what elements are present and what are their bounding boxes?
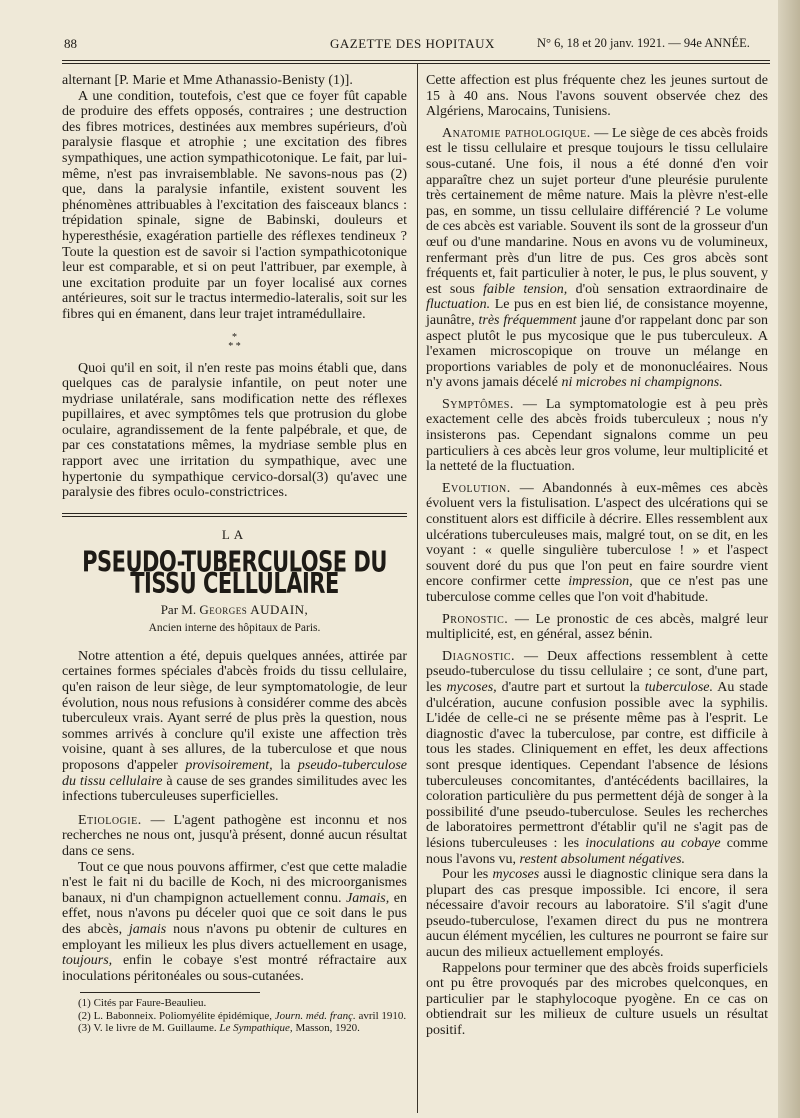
left-column (62, 73, 407, 1035)
section-pronostic: Pronostic. — Le pronostic de ces abcès, malgré leur multiplicité, est, en général, assez bénin. (426, 611, 769, 643)
footnote: (2) L. Babonneix. Poliomyélite épidémique, Journ. méd. franç. avril 1910. (78, 1009, 407, 1022)
page-edge (778, 0, 800, 1118)
section-heading: Etiologie. (78, 812, 142, 828)
paragraph: Cette affection est plus fréquente chez les jeunes surtout de 15 à 40 ans. Nous l'avons souvent observée chez des Algériens, Marocains, Tunisiens. (426, 73, 768, 120)
paragraph: alternant [P. Marie et Mme Athanassio-Benisty (1)]. (62, 73, 353, 88)
header-rule (62, 60, 770, 61)
issue-info: N° 6, 18 et 20 janv. 1921. — 94e ANNÉE. (537, 36, 750, 50)
article-author: Par M. Georges AUDAIN, (160, 601, 309, 617)
paragraph: A une condition, toutefois, c'est que ce foyer fût capable de produire des effets opposés, contraires ; une destruction des fibres motrices, destinées aux membres supérieurs, d'où paralysie flasque et atrophie ; une excitation des fibres sympathiques, une action sympathicotonique. Le fait, par lui-même, n'est pas invraisemblable. Ne savons-nous pas (2) que, dans la paralysie infantile, existent souvent les phénomènes attribuables à l'excitation des faisceaux blancs : trépidation spinale, signe de Babinski, douleurs et hyperesthésie, exagération partielle des réflexes tendineux ? Toute la question est de savoir si l'action sympathicotonique leur est comparable, et si on peut l'attribuer, par exemple, à une excitation produite par un foyer localisé aux cornes antérieures, soit sur le tractus intermedio-lateralis, soit sur les fibres qui en émanent, dans leur trajet intramédullaire. (62, 88, 407, 322)
section-heading: Symptômes. (442, 396, 514, 412)
running-header (62, 36, 772, 58)
author-affiliation: Ancien interne des hôpitaux de Paris. (148, 622, 321, 635)
section-evolution: Evolution. — Abandonnés à eux-mêmes ces abcès évoluent vers la fistulisation. L'aspect des ulcérations qui se constituent alors est difficile à décrire. Elles ressemblent aux ulcérations tuberculeuses mais, malgré tout, on se dit, en les voyant : « quelle singulière tuberculose ! » et l'aspect souvent doré du pus que l'on peut en faire sourdre vient encore confirmer cette impression, que ce n'est pas une tuberculose comme celles que l'on voit d'habitude. (426, 480, 769, 605)
footnote: (3) V. le livre de M. Guillaume. Le Sympathique, Masson, 1920. (78, 1022, 360, 1035)
column-divider (417, 63, 418, 1113)
section-heading: Diagnostic. (442, 648, 515, 664)
article-kicker: LA (221, 526, 248, 542)
journal-title: GAZETTE DES HOPITAUX (330, 36, 495, 51)
section-anatomie: Anatomie pathologique. — Le siège de ces abcès froids est le tissu cellulaire et presque toujours le tissu cellulaire sous-cutané. Une fois, il nous a été donné d'en voir apparaître chez un sujet porteur d'une pleurésie purulente très certainement de même nature. Mais la plèvre n'est-elle pas, en somme, un tissu cellulaire différencié ? Le volume de ces abcès est variable. Souvent ils sont de la grosseur d'un œuf ou d'une mandarine. Nous en avons vu de volumineux, renfermant près d'un litre de pus. Ces gros abcès sont fréquents et, fait particulier à noter, le pus, le plus souvent, y est sous faible tension, d'où sensation extraordinaire de fluctuation. Le pus en est bien lié, de consistance moyenne, jaunâtre, très fréquemment jaune d'or rappelant donc par son aspect plutôt le pus mycosique que le pus tuberculeux. A l'examen microscopique on trouve un mélange en proportions variables de poly et de mononucléaires. Nous n'y avons jamais décelé ni microbes ni champignons. (426, 125, 769, 391)
section-diagnostic: Diagnostic. — Deux affections ressemblent à cette pseudo-tuberculose du tissu cellulaire ; ce sont, d'une part, les mycoses, d'autre part et surtout la tuberculose. Au stade d'ulcération, aucune confusion possible avec la syphilis. L'idée de celle-ci ne se présente même pas à l'esprit. Le diagnostic d'avec la tuberculose, par contre, est difficile à tous les stades. Cliniquement en effet, les deux affections sont presque identiques. Cependant l'absence de lésions tuberculeuses concomitantes, d'antécédents bacillaires, la coloration particulière du pus permettent déjà de songer à la possibilité d'une pseudo-tuberculose. Seules les recherches de laboratoires permettront d'établir qu'il ne s'agit pas de lésions tuberculeuses : les inoculations au cobaye comme nous l'avons vu, restent absolument négatives. (426, 648, 769, 867)
section-heading: Anatomie pathologique. (442, 125, 591, 141)
section-stars: * * * (228, 331, 241, 352)
footnote-rule (80, 992, 260, 993)
footnote: (1) Cités par Faure-Beaulieu. (78, 997, 207, 1010)
paragraph: Pour les mycoses aussi le diagnostic clinique sera dans la plupart des cas presque impossible. Ici encore, il sera nécessaire d'avoir recours au laboratoire. S'il s'agit d'une pseudo-tuberculose, l'examen direct du pus ne montrera aucun élément mycélien, les cultures ne pourront se faire sur aucun des milieux actuellement employés. (426, 867, 769, 961)
header-rule-thin (62, 63, 770, 64)
article-heading (62, 527, 407, 637)
paragraph: Rappelons pour terminer que des abcès froids superficiels ont pu être provoqués par des microbes quelconques, en particulier par le staphylocoque pyogène. En ce cas on obtiendrait sur les milieux de culture usuels un résultat positif. (426, 960, 768, 1039)
page-number: 88 (64, 36, 77, 51)
paragraph: Tout ce que nous pouvons affirmer, c'est que cette maladie n'est le fait ni du bacille de Koch, ni des microorganismes banaux, ni d'un champignon actuellement connu. Jamais, en effet, nous n'avons pu déceler quoi que ce soit dans le pus des abcès, jamais nous n'avons pu obtenir de cultures en employant les milieux les plus divers actuellement en usage, toujours, enfin le cobaye s'est montré réfractaire aux inoculations péritonéales ou sous-cutanées. (62, 859, 408, 984)
right-column (426, 73, 768, 1039)
section-symptomes: Symptômes. — La symptomatologie est à peu près exactement celle des abcès froids tuberculeux ; nous n'y insisterons pas. Cependant signalons comme un peu particuliers à ces abcès leur gros volume, leur multiplicité et la netteté de la fluctuation. (426, 396, 768, 475)
section-etiologie: Etiologie. — L'agent pathogène est inconnu et nos recherches ne nous ont, jusqu'à présent, donné aucun résultat dans ce sens. (62, 812, 408, 859)
article-title: PSEUDO-TUBERCULOSE DU TISSU CELLULAIRE (82, 546, 387, 600)
paragraph: Quoi qu'il en soit, il n'en reste pas moins établi que, dans quelques cas de paralysie infantile, on peut noter une mydriase unilatérale, sans modification nette des réflexes pupillaires, et avec symptômes tels que protrusion du globe oculaire, agrandissement de la fente palpébrale, et que, de par ces constatations mêmes, la mydriase semble plus en rapport avec une irritation du sympathique, avec une hypertonie du sympathique cervico-dorsal(3) qu'avec une paralysie des fibres oculo-constrictrices. (62, 360, 407, 501)
paragraph: Notre attention a été, depuis quelques années, attirée par certaines formes spéciales d'abcès froids du tissu cellulaire, qu'en raison de leur siège, de leur symptomatologie, de leur évolution, nous nous refusions à considérer comme des abcès tuberculeux vrais. Ayant serré de plus près la question, nous sommes arrivés à conclure qu'il existe une affection très voisine, quant à ses allures, de la tuberculose et que nous proposons d'appeler provisoirement, la pseudo-tuberculose du tissu cellulaire à cause de ses grandes similitudes avec les infections tuberculeuses superficielles. (62, 648, 407, 805)
section-heading: Pronostic. (442, 611, 509, 627)
section-heading: Evolution. (442, 480, 511, 496)
article-divider (62, 513, 407, 517)
